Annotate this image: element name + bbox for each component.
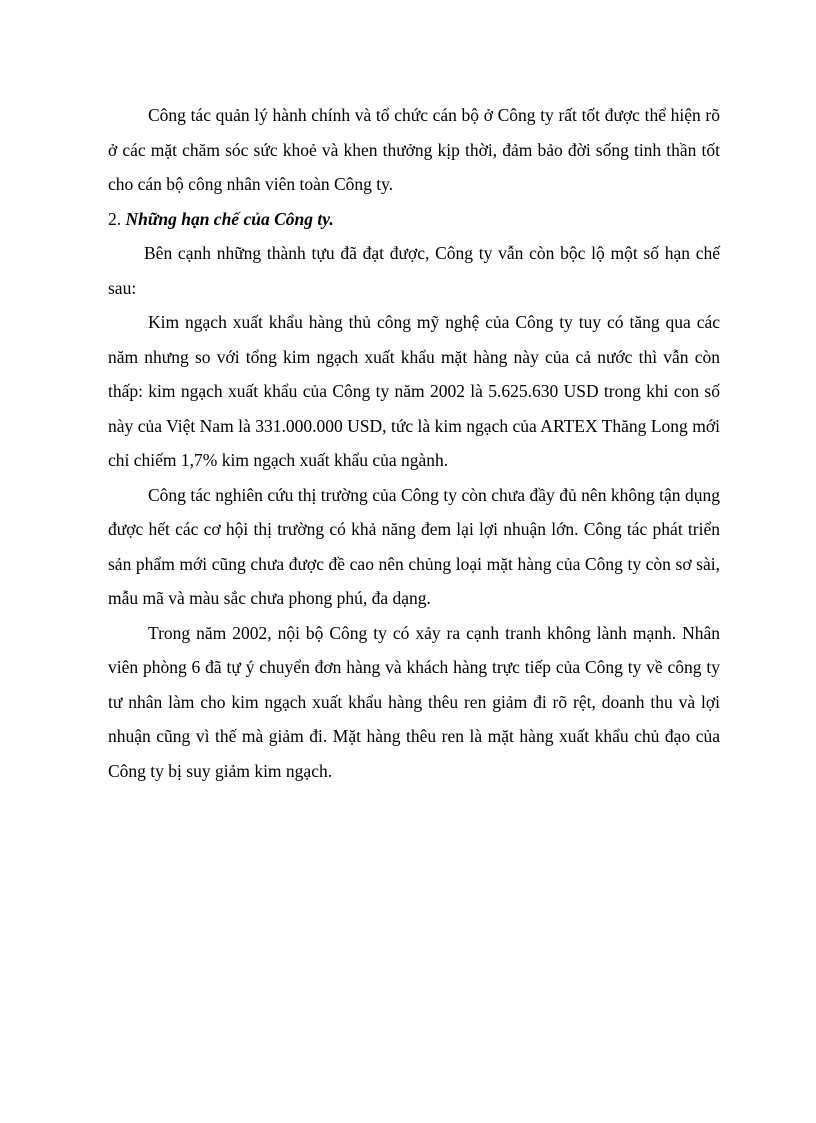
section-heading	[108, 202, 720, 237]
paragraph-market-research: Công tác nghiên cứu thị trường của Công ty còn chưa đầy đủ nên không tận dụng được hết các cơ hội thị trường có khả năng đem lại lợi nhuận lớn. Công tác phát triển sản phẩm mới cũng chưa được đề cao nên chủng loại mặt hàng của Công ty còn sơ sài, mẫu mã và màu sắc chưa phong phú, đa dạng.	[108, 484, 720, 608]
section-title: Những hạn chế của Công ty.	[125, 208, 334, 229]
section-number: 2.	[108, 208, 122, 229]
paragraph-admin: Công tác quản lý hành chính và tổ chức cán bộ ở Công ty rất tốt được thể hiện rõ ở các mặt chăm sóc sức khoẻ và khen thưởng kịp thời, đảm bảo đời sống tinh thần tốt cho cán bộ công nhân viên toàn Công ty.	[108, 105, 720, 194]
paragraph-competition: Trong năm 2002, nội bộ Công ty có xảy ra cạnh tranh không lành mạnh. Nhân viên phòng 6 đã tự ý chuyển đơn hàng và khách hàng trực tiếp của Công ty về công ty tư nhân làm cho kim ngạch xuất khẩu hàng thêu ren giảm đi rõ rệt, doanh thu và lợi nhuận cũng vì thế mà giảm đi. Mặt hàng thêu ren là mặt hàng xuất khẩu chủ đạo của Công ty bị suy giảm kim ngạch.	[108, 622, 720, 781]
paragraph-intro: Bên cạnh những thành tựu đã đạt được, Công ty vẫn còn bộc lộ một số hạn chế sau:	[108, 243, 720, 298]
document-page	[108, 98, 720, 788]
paragraph-export-turnover: Kim ngạch xuất khẩu hàng thủ công mỹ nghệ của Công ty tuy có tăng qua các năm nhưng so với tổng kim ngạch xuất khẩu mặt hàng này của cả nước thì vẫn còn thấp: kim ngạch xuất khẩu của Công ty năm 2002 là 5.625.630 USD trong khi con số này của Việt Nam là 331.000.000 USD, tức là kim ngạch của ARTEX Thăng Long mới chỉ chiếm 1,7% kim ngạch xuất khẩu của ngành.	[108, 312, 720, 470]
